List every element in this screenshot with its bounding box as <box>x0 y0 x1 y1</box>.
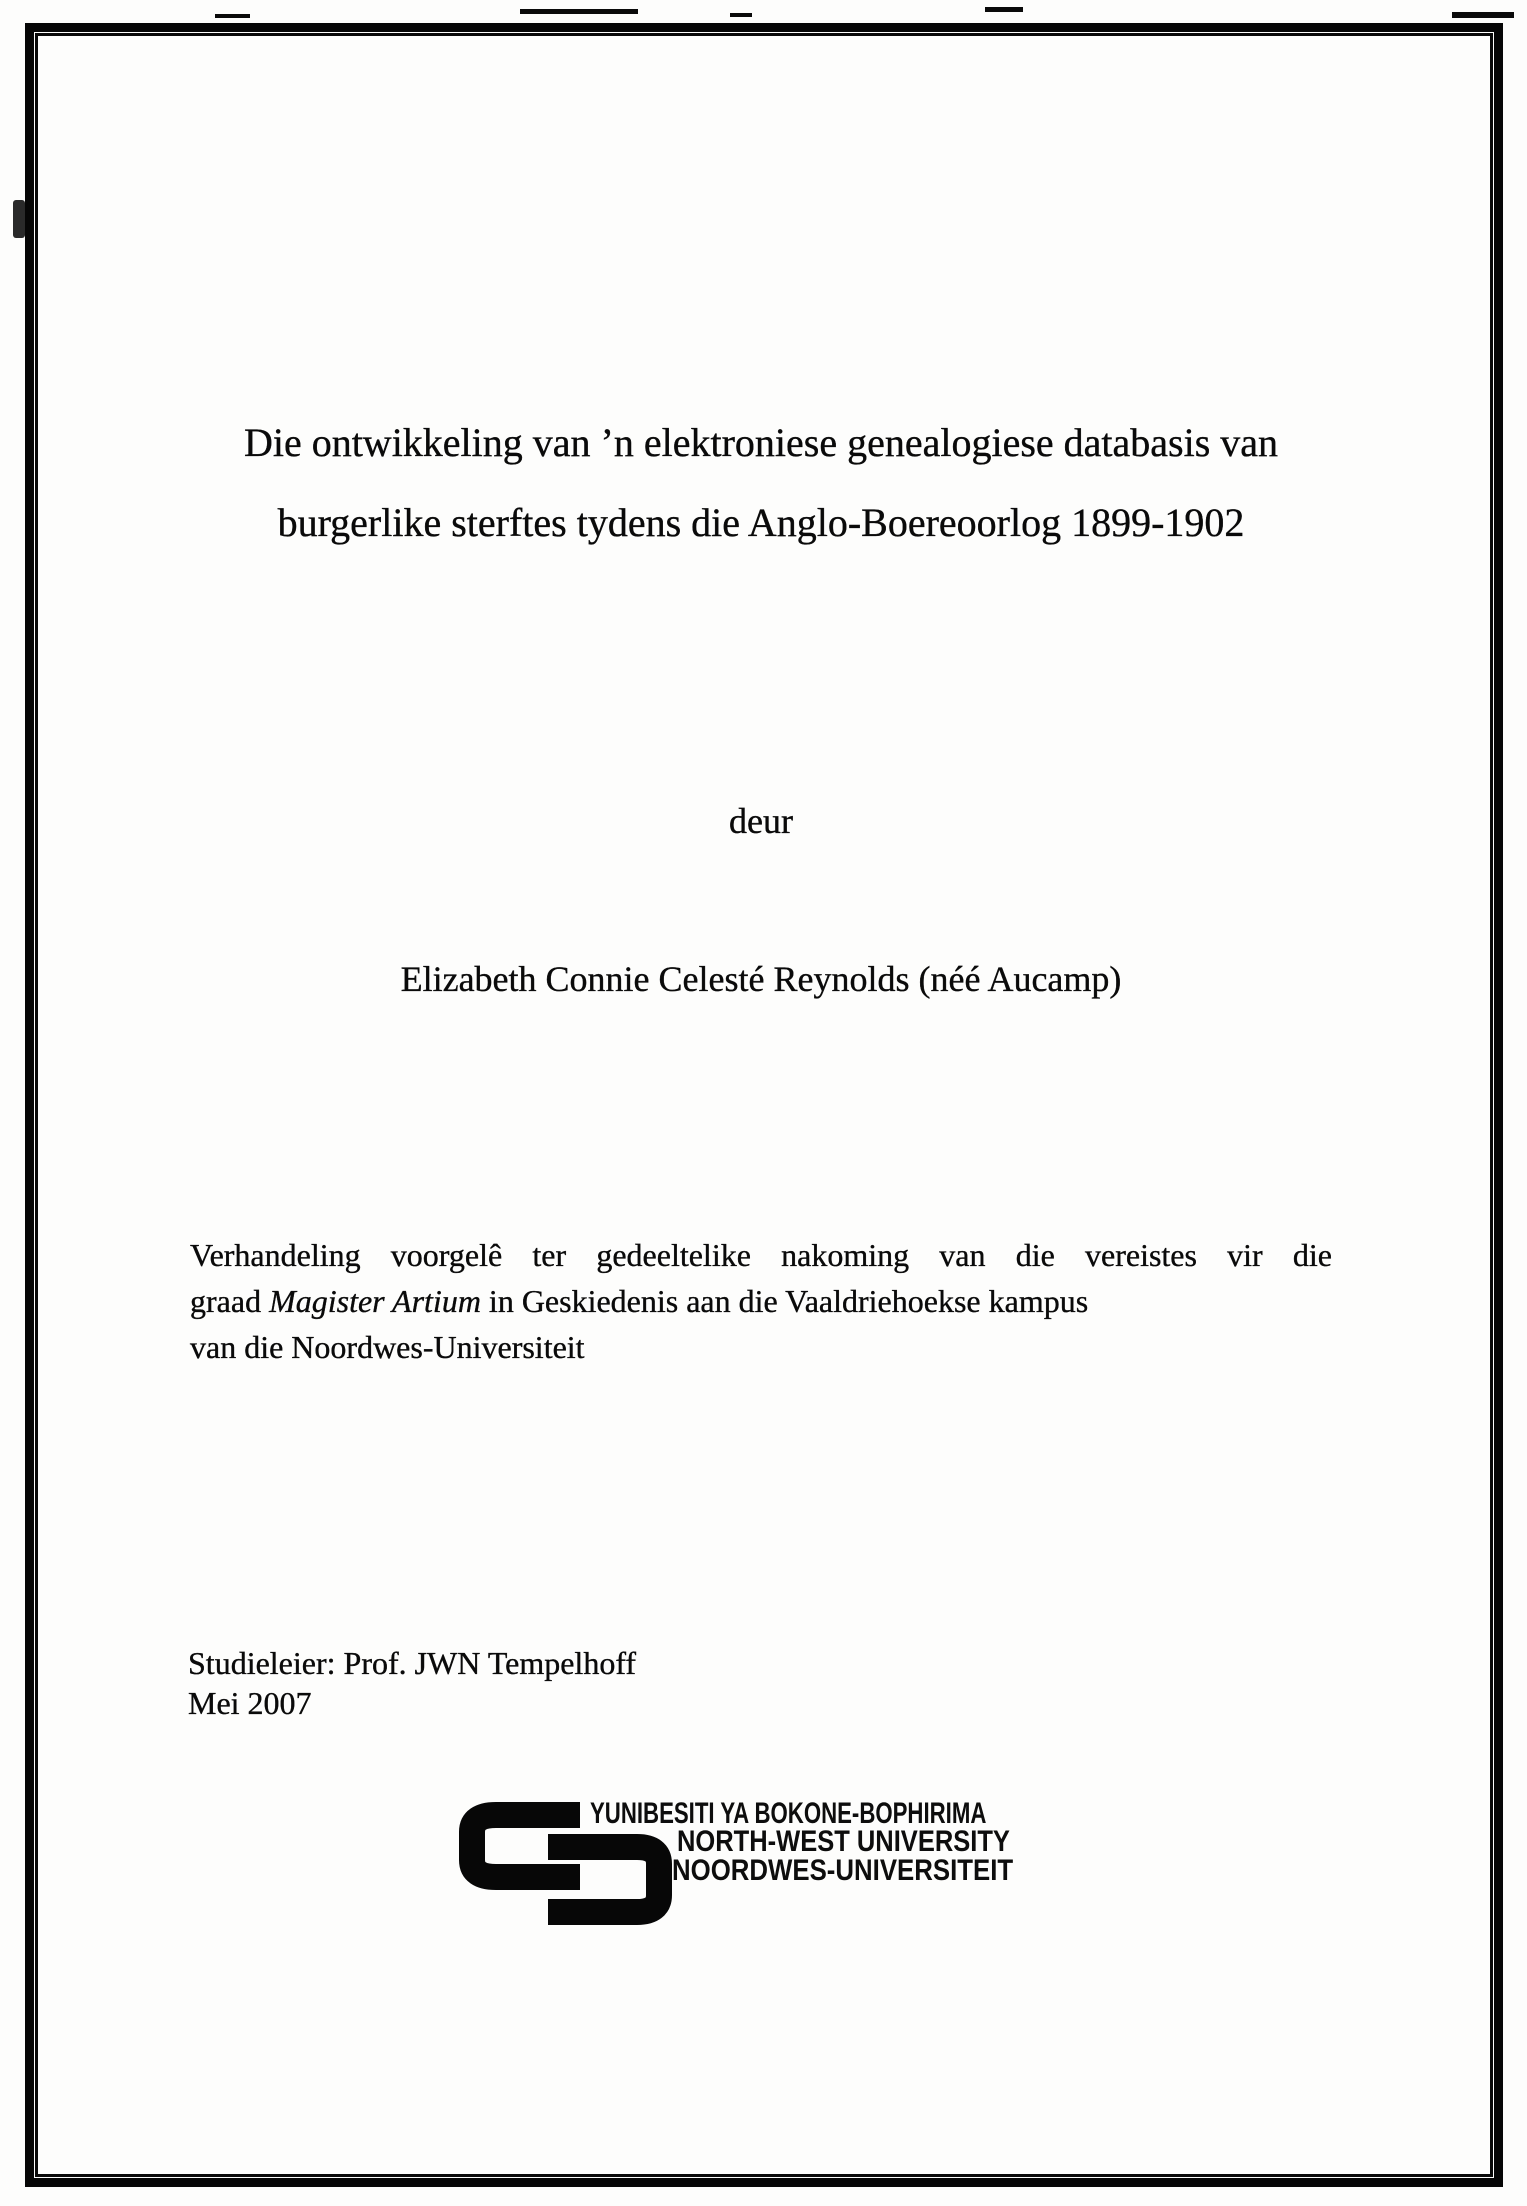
logo-wordmark-setswana: YUNIBESITI YA BOKONE-BOPHIRIMA <box>590 1797 987 1830</box>
logo-wordmark-afrikaans: NOORDWES-UNIVERSITEIT <box>672 1854 1014 1887</box>
degree-statement <box>190 1232 1332 1370</box>
logo-wordmark-english: NORTH-WEST UNIVERSITY <box>677 1825 1010 1858</box>
degree-statement-line3: van die Noordwes-Universiteit <box>190 1329 585 1365</box>
author-name: Elizabeth Connie Celesté Reynolds (néé Aucamp) <box>400 959 1122 999</box>
supervisor-block <box>188 1643 1088 1723</box>
degree-statement-line1: Verhandeling voorgelê ter gedeeltelike nakoming van die vereistes vir die <box>190 1237 1332 1273</box>
supervisor-line: Studieleier: Prof. JWN Tempelhoff <box>188 1645 637 1681</box>
byline: deur <box>729 801 793 841</box>
scan-artifact <box>1452 12 1514 18</box>
scan-artifact <box>520 9 638 14</box>
degree-statement-line2-suffix: in Geskiedenis aan die Vaaldriehoekse kampus <box>480 1283 1089 1319</box>
degree-name-italic: Magister Artium <box>269 1283 481 1319</box>
thesis-title-line1: Die ontwikkeling van ’n elektroniese genealogiese databasis van <box>243 420 1279 465</box>
scan-artifact <box>985 7 1023 12</box>
scan-artifact <box>730 13 752 17</box>
date-line: Mei 2007 <box>188 1685 312 1721</box>
thesis-title <box>190 403 1332 563</box>
thesis-title-line2: burgerlike sterftes tydens die Anglo-Boereoorlog 1899-1902 <box>277 500 1245 545</box>
scan-artifact <box>215 14 250 18</box>
degree-statement-line2 <box>190 1278 1332 1324</box>
scan-artifact <box>13 200 25 238</box>
degree-statement-line2-prefix: graad <box>190 1283 270 1319</box>
